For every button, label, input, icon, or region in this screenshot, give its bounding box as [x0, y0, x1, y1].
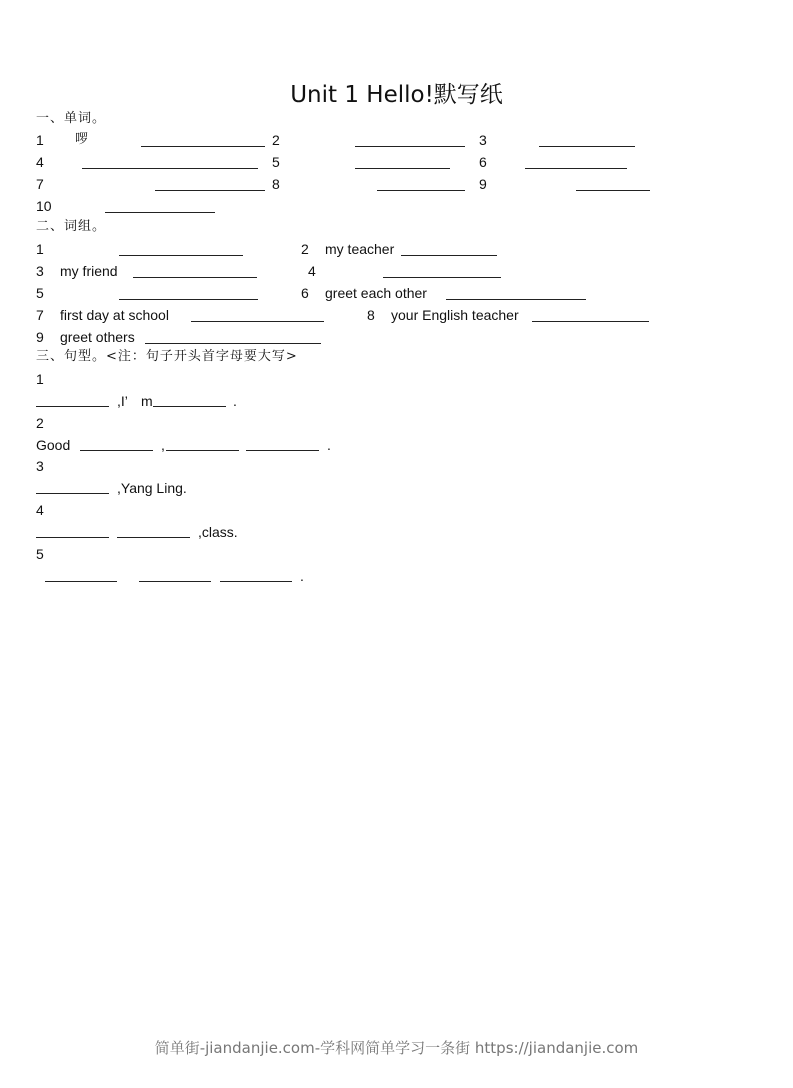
- sentence-number: 5: [36, 546, 44, 562]
- sentence-blank[interactable]: [36, 537, 109, 538]
- phrase-number: 2: [301, 241, 309, 257]
- phrase-blank[interactable]: [145, 343, 321, 344]
- sentence-text: ,class.: [198, 524, 238, 540]
- phrase-text: my friend: [60, 263, 118, 279]
- word-number: 10: [36, 198, 52, 214]
- phrase-blank[interactable]: [133, 277, 257, 278]
- word-number: 6: [479, 154, 487, 170]
- word-number: 7: [36, 176, 44, 192]
- sentence-text: .: [327, 437, 331, 453]
- phrase-number: 3: [36, 263, 44, 279]
- word-number: 2: [272, 132, 280, 148]
- phrase-number: 4: [308, 263, 316, 279]
- phrase-blank[interactable]: [119, 255, 243, 256]
- sentence-blank[interactable]: [36, 493, 109, 494]
- section-heading-phrases: 二、词组。: [36, 219, 107, 234]
- phrase-number: 7: [36, 307, 44, 323]
- phrase-text: greet each other: [325, 285, 427, 301]
- word-blank[interactable]: [82, 168, 258, 169]
- word-blank[interactable]: [576, 190, 650, 191]
- section-heading-words: 一、单词。: [36, 111, 107, 126]
- word-number: 1: [36, 132, 44, 148]
- phrase-blank[interactable]: [191, 321, 324, 322]
- sentence-blank[interactable]: [153, 406, 226, 407]
- sentence-blank[interactable]: [117, 537, 190, 538]
- sentence-text: Good: [36, 437, 71, 453]
- sentence-text: .: [233, 393, 237, 409]
- phrase-number: 8: [367, 307, 375, 323]
- phrase-number: 9: [36, 329, 44, 345]
- word-number: 8: [272, 176, 280, 192]
- sentence-blank[interactable]: [36, 406, 109, 407]
- phrase-number: 6: [301, 285, 309, 301]
- sentence-text: ,: [161, 437, 165, 453]
- phrase-text: your English teacher: [391, 307, 519, 323]
- word-blank[interactable]: [539, 146, 635, 147]
- sentence-text: ,I’: [117, 393, 128, 409]
- sentence-blank[interactable]: [220, 581, 292, 582]
- sentence-number: 3: [36, 458, 44, 474]
- sentence-blank[interactable]: [166, 450, 239, 451]
- phrase-number: 1: [36, 241, 44, 257]
- sentence-number: 4: [36, 502, 44, 518]
- phrase-text: greet others: [60, 329, 135, 345]
- phrase-blank[interactable]: [532, 321, 649, 322]
- phrase-blank[interactable]: [119, 299, 258, 300]
- word-blank[interactable]: [525, 168, 627, 169]
- phrase-text: first day at school: [60, 307, 169, 323]
- sentence-text: .: [300, 568, 304, 584]
- word-blank[interactable]: [355, 146, 465, 147]
- page-title: Unit 1 Hello!默写纸: [290, 82, 503, 108]
- word-number: 5: [272, 154, 280, 170]
- footer-watermark: 简单街-jiandanjie.com-学科网简单学习一条街 https://jiandanjie.com: [154, 1039, 639, 1057]
- phrase-blank[interactable]: [383, 277, 501, 278]
- phrase-number: 5: [36, 285, 44, 301]
- word-prompt: 啰: [75, 132, 90, 147]
- sentence-number: 1: [36, 371, 44, 387]
- word-number: 3: [479, 132, 487, 148]
- phrase-text: my teacher: [325, 241, 395, 257]
- word-blank[interactable]: [141, 146, 265, 147]
- sentence-blank[interactable]: [80, 450, 153, 451]
- phrase-blank[interactable]: [401, 255, 497, 256]
- word-blank[interactable]: [105, 212, 215, 213]
- word-blank[interactable]: [377, 190, 465, 191]
- sentence-number: 2: [36, 415, 44, 431]
- sentence-blank[interactable]: [45, 581, 117, 582]
- section-heading-sentences: 三、句型。<注：句子开头首字母要大写>: [36, 349, 298, 364]
- word-number: 4: [36, 154, 44, 170]
- word-blank[interactable]: [155, 190, 265, 191]
- word-number: 9: [479, 176, 487, 192]
- sentence-text: m: [141, 393, 153, 409]
- phrase-blank[interactable]: [446, 299, 586, 300]
- sentence-text: ,Yang Ling.: [117, 480, 187, 496]
- sentence-blank[interactable]: [246, 450, 319, 451]
- sentence-blank[interactable]: [139, 581, 211, 582]
- word-blank[interactable]: [355, 168, 450, 169]
